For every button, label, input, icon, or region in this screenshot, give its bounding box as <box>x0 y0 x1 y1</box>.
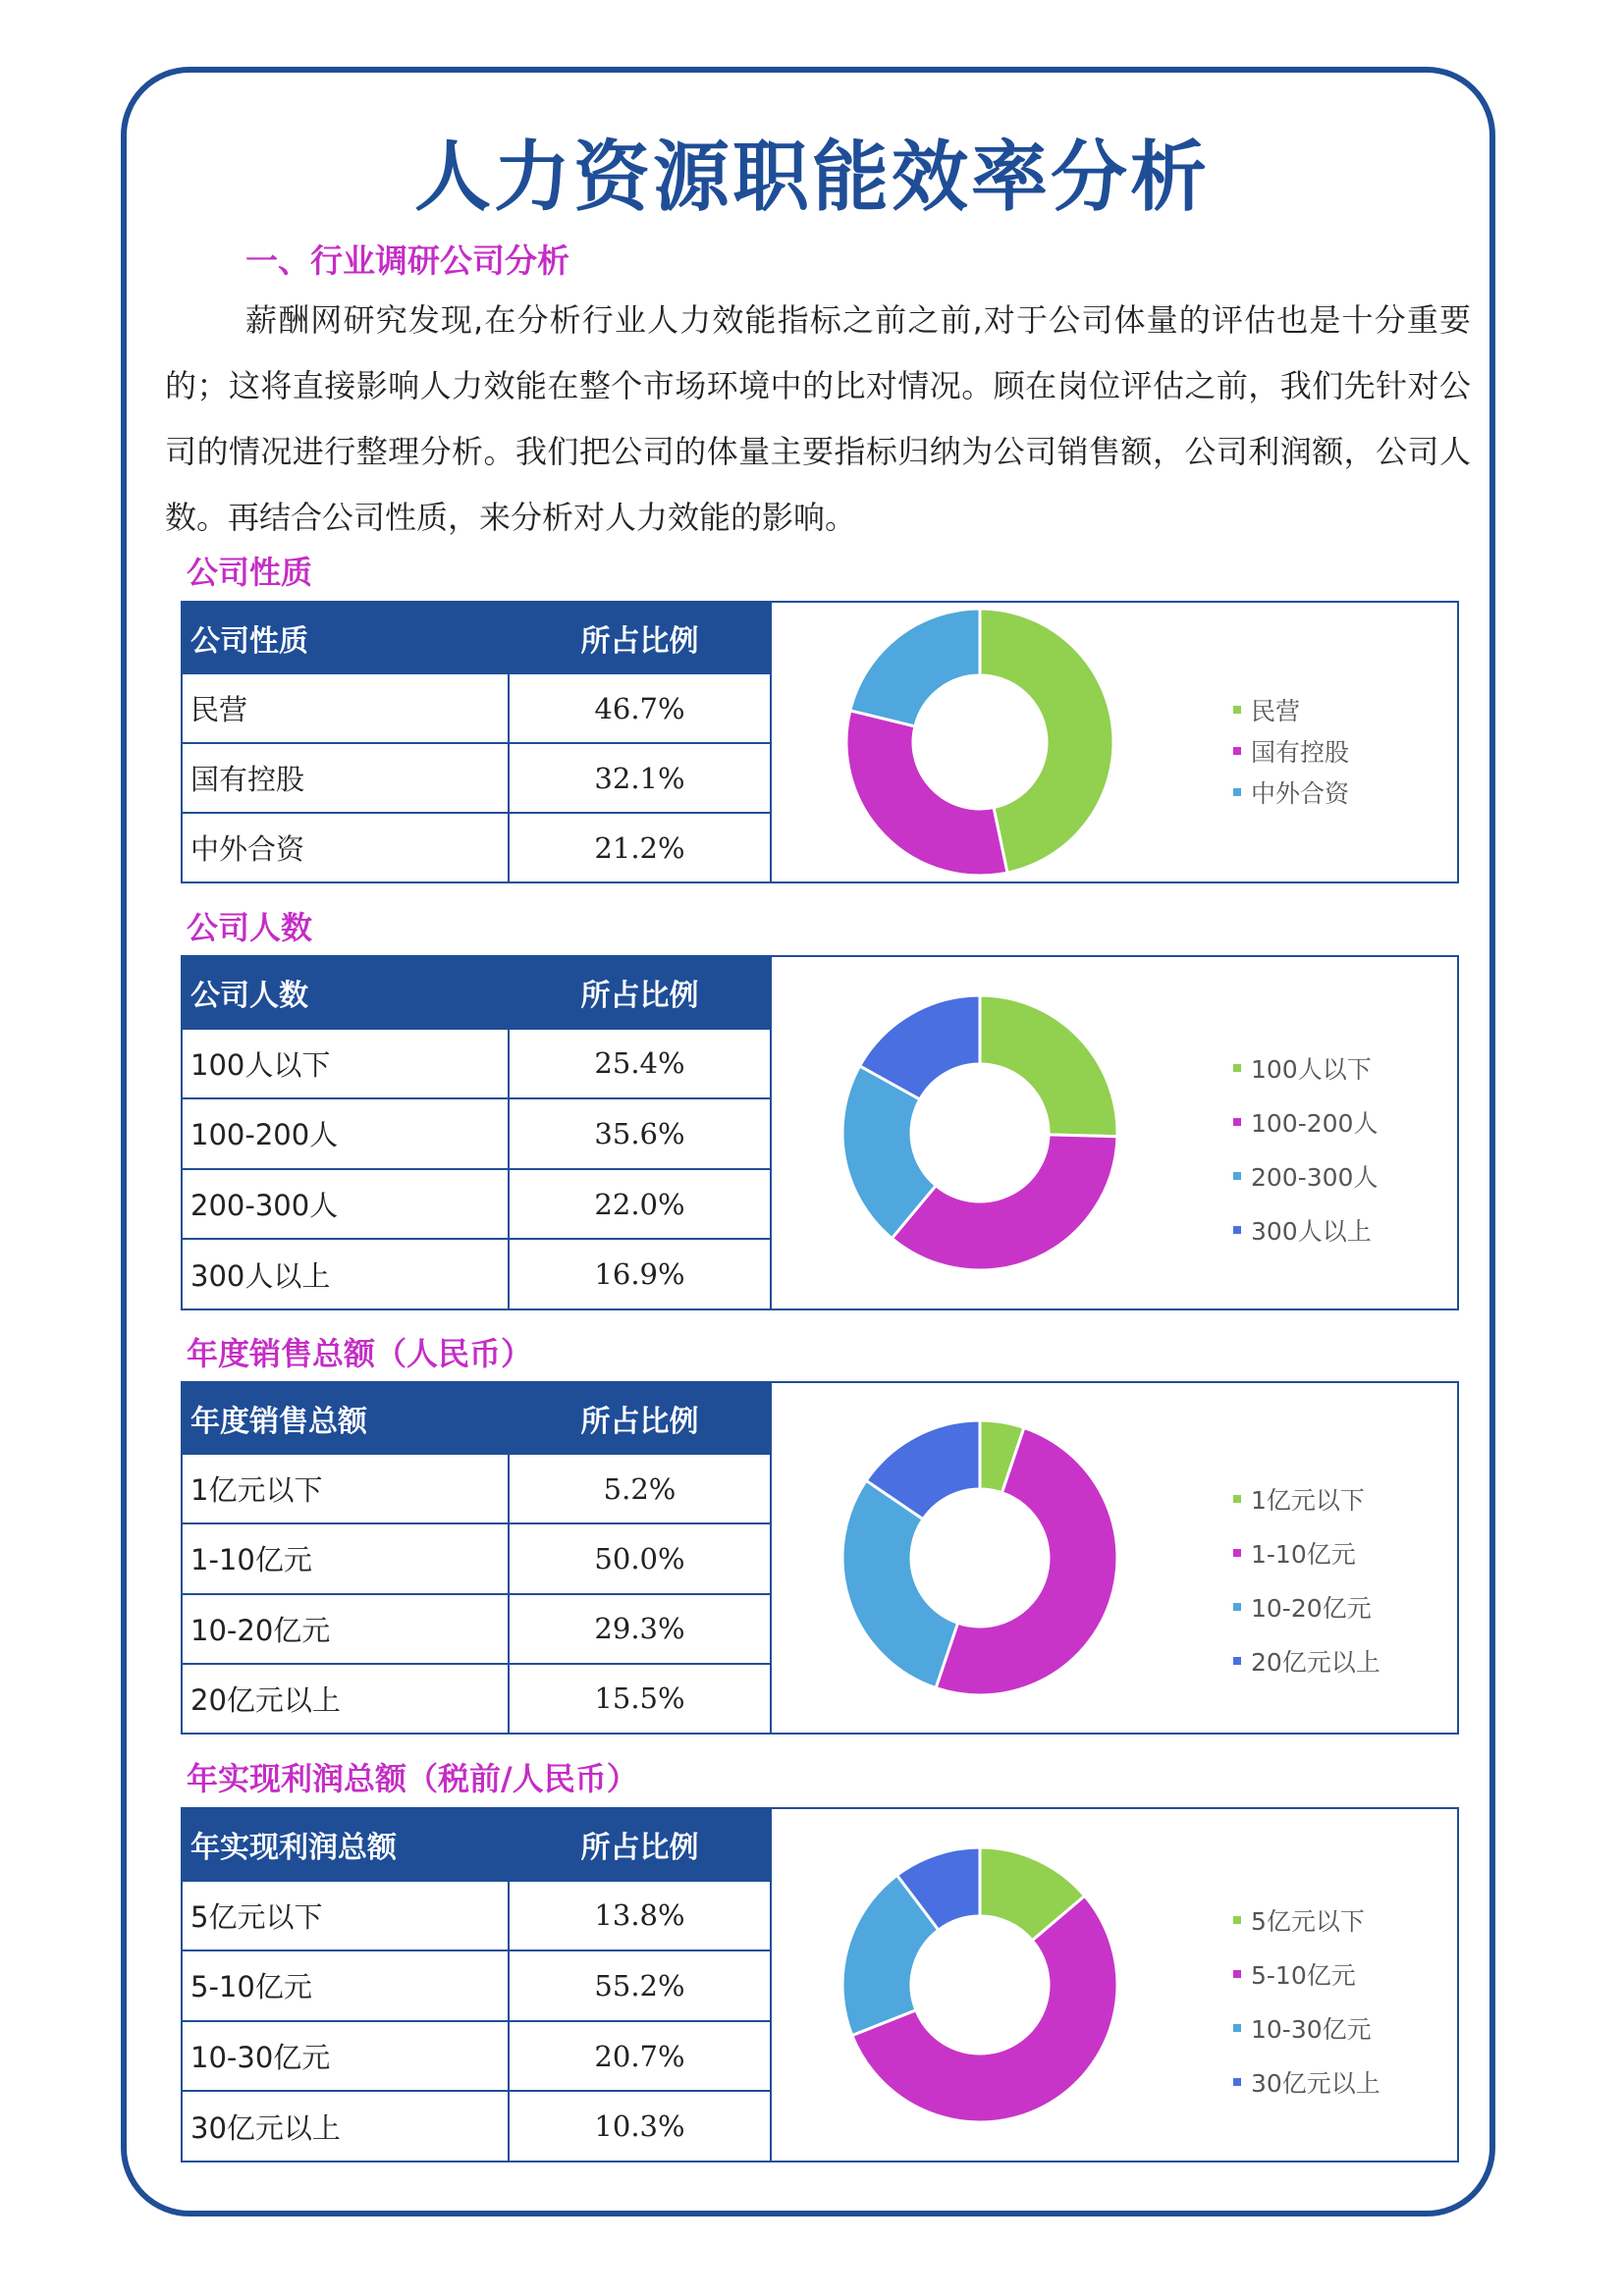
header-ratio: 所占比例 <box>580 978 699 1013</box>
table-row <box>183 1522 770 1592</box>
table-row <box>183 1593 770 1663</box>
legend-swatch <box>1233 2024 1241 2032</box>
section-title-2: 年度销售总额（人民币） <box>187 1335 533 1372</box>
table-row <box>183 812 770 881</box>
cell-ratio: 25.4% <box>594 1046 685 1081</box>
section-heading: 一、行业调研公司分析 <box>245 241 569 280</box>
header-ratio: 所占比例 <box>580 1830 699 1865</box>
header-category: 公司性质 <box>190 623 308 659</box>
header-category: 年度销售总额 <box>190 1404 367 1439</box>
legend-label: 5亿元以下 <box>1251 1906 1365 1936</box>
legend-label: 1亿元以下 <box>1251 1485 1365 1515</box>
cell-category: 30亿元以上 <box>183 2092 510 2161</box>
cell-ratio: 5.2% <box>603 1471 677 1506</box>
legend-item <box>1233 1041 1378 1095</box>
legend-item <box>1233 1095 1378 1148</box>
table-row <box>183 1663 770 1733</box>
legend-label: 1-10亿元 <box>1251 1539 1356 1569</box>
data-block-0 <box>181 601 1459 883</box>
legend-label: 10-30亿元 <box>1251 2014 1372 2044</box>
legend-item <box>1233 1202 1378 1256</box>
legend-item <box>1233 1947 1380 2001</box>
data-table <box>183 957 772 1308</box>
table-row <box>183 2090 770 2161</box>
cell-ratio: 35.6% <box>594 1116 685 1150</box>
section-title-3: 年实现利润总额（税前/人民币） <box>187 1760 638 1797</box>
cell-ratio: 22.0% <box>594 1187 685 1221</box>
donut-chart <box>772 957 1457 1308</box>
table-header <box>183 1809 770 1880</box>
cell-category: 5-10亿元 <box>183 1951 510 2020</box>
header-category: 公司人数 <box>190 978 308 1013</box>
cell-ratio: 20.7% <box>594 2039 685 2073</box>
chart-legend <box>1233 1041 1378 1256</box>
legend-label: 300人以上 <box>1251 1216 1372 1246</box>
cell-ratio: 15.5% <box>594 1682 685 1716</box>
cell-category: 300人以上 <box>183 1240 510 1308</box>
legend-label: 民营 <box>1251 697 1301 725</box>
cell-category: 1亿元以下 <box>183 1455 510 1522</box>
legend-item <box>1233 772 1349 813</box>
legend-swatch <box>1233 1495 1241 1503</box>
legend-swatch <box>1233 1916 1241 1924</box>
legend-item <box>1233 2055 1380 2109</box>
legend-swatch <box>1233 1970 1241 1978</box>
cell-category: 100人以下 <box>183 1030 510 1098</box>
legend-item <box>1233 689 1349 730</box>
cell-category: 1-10亿元 <box>183 1524 510 1592</box>
section-title-0: 公司性质 <box>187 554 313 591</box>
legend-item <box>1233 1471 1380 1525</box>
legend-label: 中外合资 <box>1251 779 1350 808</box>
donut-slice-中外合资 <box>850 609 980 726</box>
legend-swatch <box>1233 788 1241 796</box>
cell-category: 100-200人 <box>183 1099 510 1168</box>
section-title-1: 公司人数 <box>187 909 313 946</box>
legend-swatch <box>1233 1657 1241 1665</box>
table-header <box>183 603 770 672</box>
cell-category: 20亿元以上 <box>183 1665 510 1733</box>
cell-ratio: 46.7% <box>594 691 685 725</box>
cell-category: 10-30亿元 <box>183 2022 510 2091</box>
donut-chart <box>772 1383 1457 1733</box>
legend-swatch <box>1233 1549 1241 1557</box>
legend-item <box>1233 730 1349 772</box>
legend-label: 国有控股 <box>1251 738 1350 767</box>
legend-swatch <box>1233 1226 1241 1234</box>
cell-ratio: 21.2% <box>594 830 685 865</box>
cell-category: 10-20亿元 <box>183 1595 510 1663</box>
legend-item <box>1233 1525 1380 1579</box>
legend-label: 5-10亿元 <box>1251 1960 1356 1990</box>
table-row <box>183 1949 770 2020</box>
table-row <box>183 1097 770 1168</box>
donut-slice-100-200人 <box>892 1135 1117 1270</box>
legend-swatch <box>1233 747 1241 755</box>
legend-label: 10-20亿元 <box>1251 1593 1372 1623</box>
legend-item <box>1233 1893 1380 1947</box>
cell-ratio: 10.3% <box>594 2109 685 2144</box>
cell-ratio: 50.0% <box>594 1541 685 1575</box>
donut-chart <box>772 1809 1457 2161</box>
data-block-1 <box>181 955 1459 1310</box>
legend-label: 100-200人 <box>1251 1108 1379 1138</box>
cell-category: 200-300人 <box>183 1170 510 1239</box>
cell-category: 5亿元以下 <box>183 1882 510 1950</box>
cell-ratio: 29.3% <box>594 1612 685 1646</box>
legend-swatch <box>1233 706 1241 714</box>
header-category: 年实现利润总额 <box>190 1830 397 1865</box>
table-row <box>183 1028 770 1098</box>
cell-category: 中外合资 <box>183 814 510 881</box>
chart-legend <box>1233 1893 1380 2109</box>
data-table <box>183 1809 772 2161</box>
cell-ratio: 55.2% <box>594 1968 685 2002</box>
cell-ratio: 13.8% <box>594 1898 685 1933</box>
table-header <box>183 1383 770 1453</box>
legend-item <box>1233 2001 1380 2055</box>
chart-legend <box>1233 689 1349 813</box>
table-row <box>183 1238 770 1308</box>
legend-swatch <box>1233 1118 1241 1126</box>
legend-swatch <box>1233 1064 1241 1072</box>
data-table <box>183 1383 772 1733</box>
donut-slice-10-20亿元 <box>842 1480 958 1687</box>
legend-item <box>1233 1633 1380 1687</box>
legend-item <box>1233 1148 1378 1202</box>
header-ratio: 所占比例 <box>580 623 699 659</box>
legend-swatch <box>1233 1603 1241 1611</box>
donut-svg <box>772 603 1457 881</box>
table-header <box>183 957 770 1028</box>
table-row <box>183 672 770 742</box>
donut-slice-国有控股 <box>846 711 1007 876</box>
legend-label: 100人以下 <box>1251 1054 1372 1084</box>
legend-label: 200-300人 <box>1251 1162 1379 1192</box>
table-row <box>183 2020 770 2091</box>
donut-chart <box>772 603 1457 881</box>
chart-legend <box>1233 1471 1380 1687</box>
table-row <box>183 1168 770 1239</box>
table-row <box>183 1453 770 1522</box>
table-row <box>183 742 770 812</box>
cell-category: 国有控股 <box>183 744 510 812</box>
cell-category: 民营 <box>183 674 510 742</box>
cell-ratio: 16.9% <box>594 1257 685 1292</box>
legend-label: 20亿元以上 <box>1251 1647 1380 1677</box>
data-table <box>183 603 772 881</box>
data-block-3 <box>181 1807 1459 2163</box>
cell-ratio: 32.1% <box>594 761 685 795</box>
header-ratio: 所占比例 <box>580 1404 699 1439</box>
donut-slice-100人以下 <box>980 995 1117 1137</box>
legend-swatch <box>1233 1172 1241 1180</box>
table-row <box>183 1880 770 1950</box>
page-title: 人力资源职能效率分析 <box>413 133 1210 222</box>
legend-swatch <box>1233 2078 1241 2086</box>
legend-label: 30亿元以上 <box>1251 2068 1380 2098</box>
data-block-2 <box>181 1381 1459 1735</box>
intro-paragraph: 薪酬网研究发现,在分析行业人力效能指标之前之前,对于公司体量的评估也是十分重要的；这将直接影响人力效能在整个市场环境中的比对情况。顾在岗位评估之前，我们先针对公司的情况进行整理分析。我们把公司的体量主要指标归纳为公司销售额，公司利润额，公司人数。再结合公司性质，来分析对人力效能的影响。 <box>165 301 1471 536</box>
legend-item <box>1233 1579 1380 1633</box>
